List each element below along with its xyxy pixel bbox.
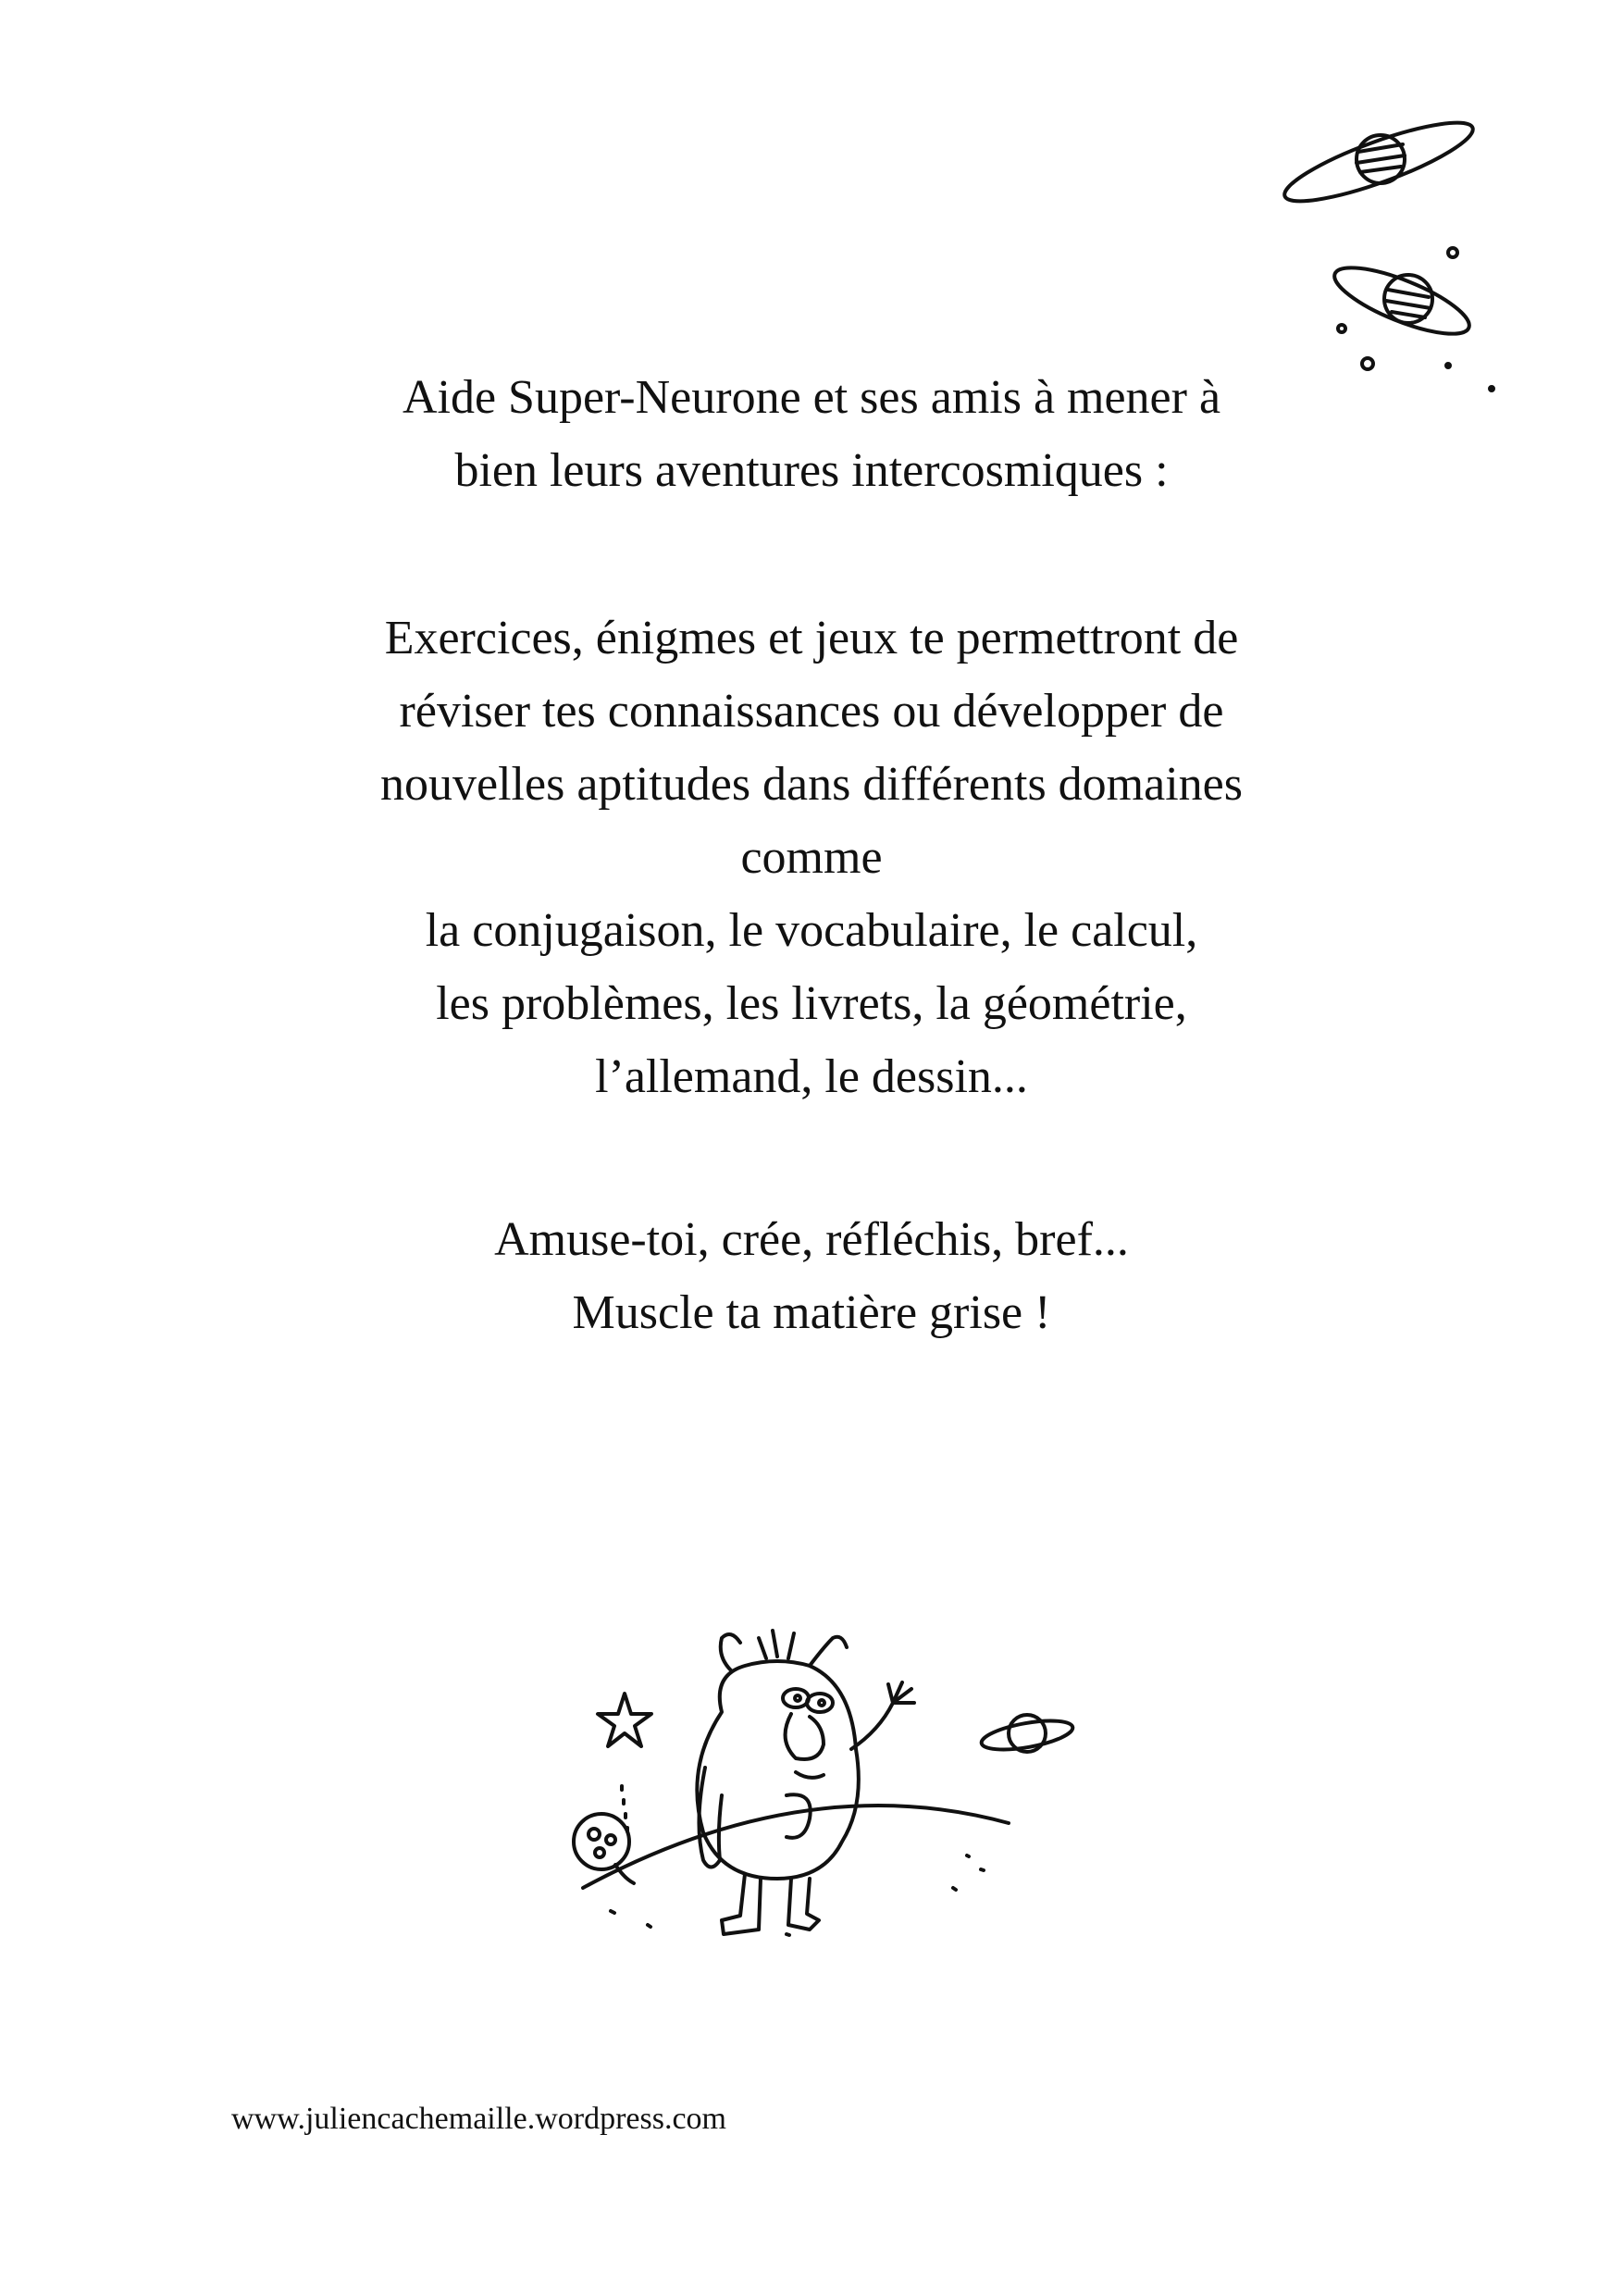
- closing-line-1: Amuse-toi, crée, réfléchis, bref...: [494, 1213, 1129, 1266]
- ringed-planet-icon: [980, 1715, 1075, 1755]
- subjects-line-3: nouvelles aptitudes dans différents domaines: [380, 758, 1243, 811]
- intro-line-1: Aide Super-Neurone et ses amis à mener à: [402, 371, 1221, 424]
- monster-illustration: [546, 1610, 1083, 1980]
- closing-line-2: Muscle ta matière grise !: [572, 1286, 1051, 1339]
- subjects-line-7: l’allemand, le dessin...: [595, 1050, 1028, 1103]
- subjects-line-6: les problèmes, les livrets, la géométrie,: [436, 977, 1187, 1030]
- small-creature-drawing: [574, 1814, 634, 1883]
- star-icon: [598, 1694, 651, 1746]
- subjects-line-1: Exercices, énigmes et jeux te permettront de: [384, 612, 1239, 664]
- subjects-line-2: réviser tes connaissances ou développer de: [399, 685, 1224, 738]
- intro-line-2: bien leurs aventures intercosmiques :: [454, 444, 1169, 497]
- intro-paragraph: [185, 361, 1438, 507]
- monster-drawing: [697, 1631, 914, 1934]
- subjects-line-5: la conjugaison, le vocabulaire, le calcul,: [425, 904, 1198, 957]
- closing-paragraph: [185, 1203, 1438, 1349]
- footer-url: www.juliencachemaille.wordpress.com: [231, 2102, 727, 2136]
- subjects-line-4: comme: [740, 831, 883, 884]
- ringed-planet-icon: [1277, 111, 1481, 213]
- subjects-paragraph: [185, 602, 1438, 1113]
